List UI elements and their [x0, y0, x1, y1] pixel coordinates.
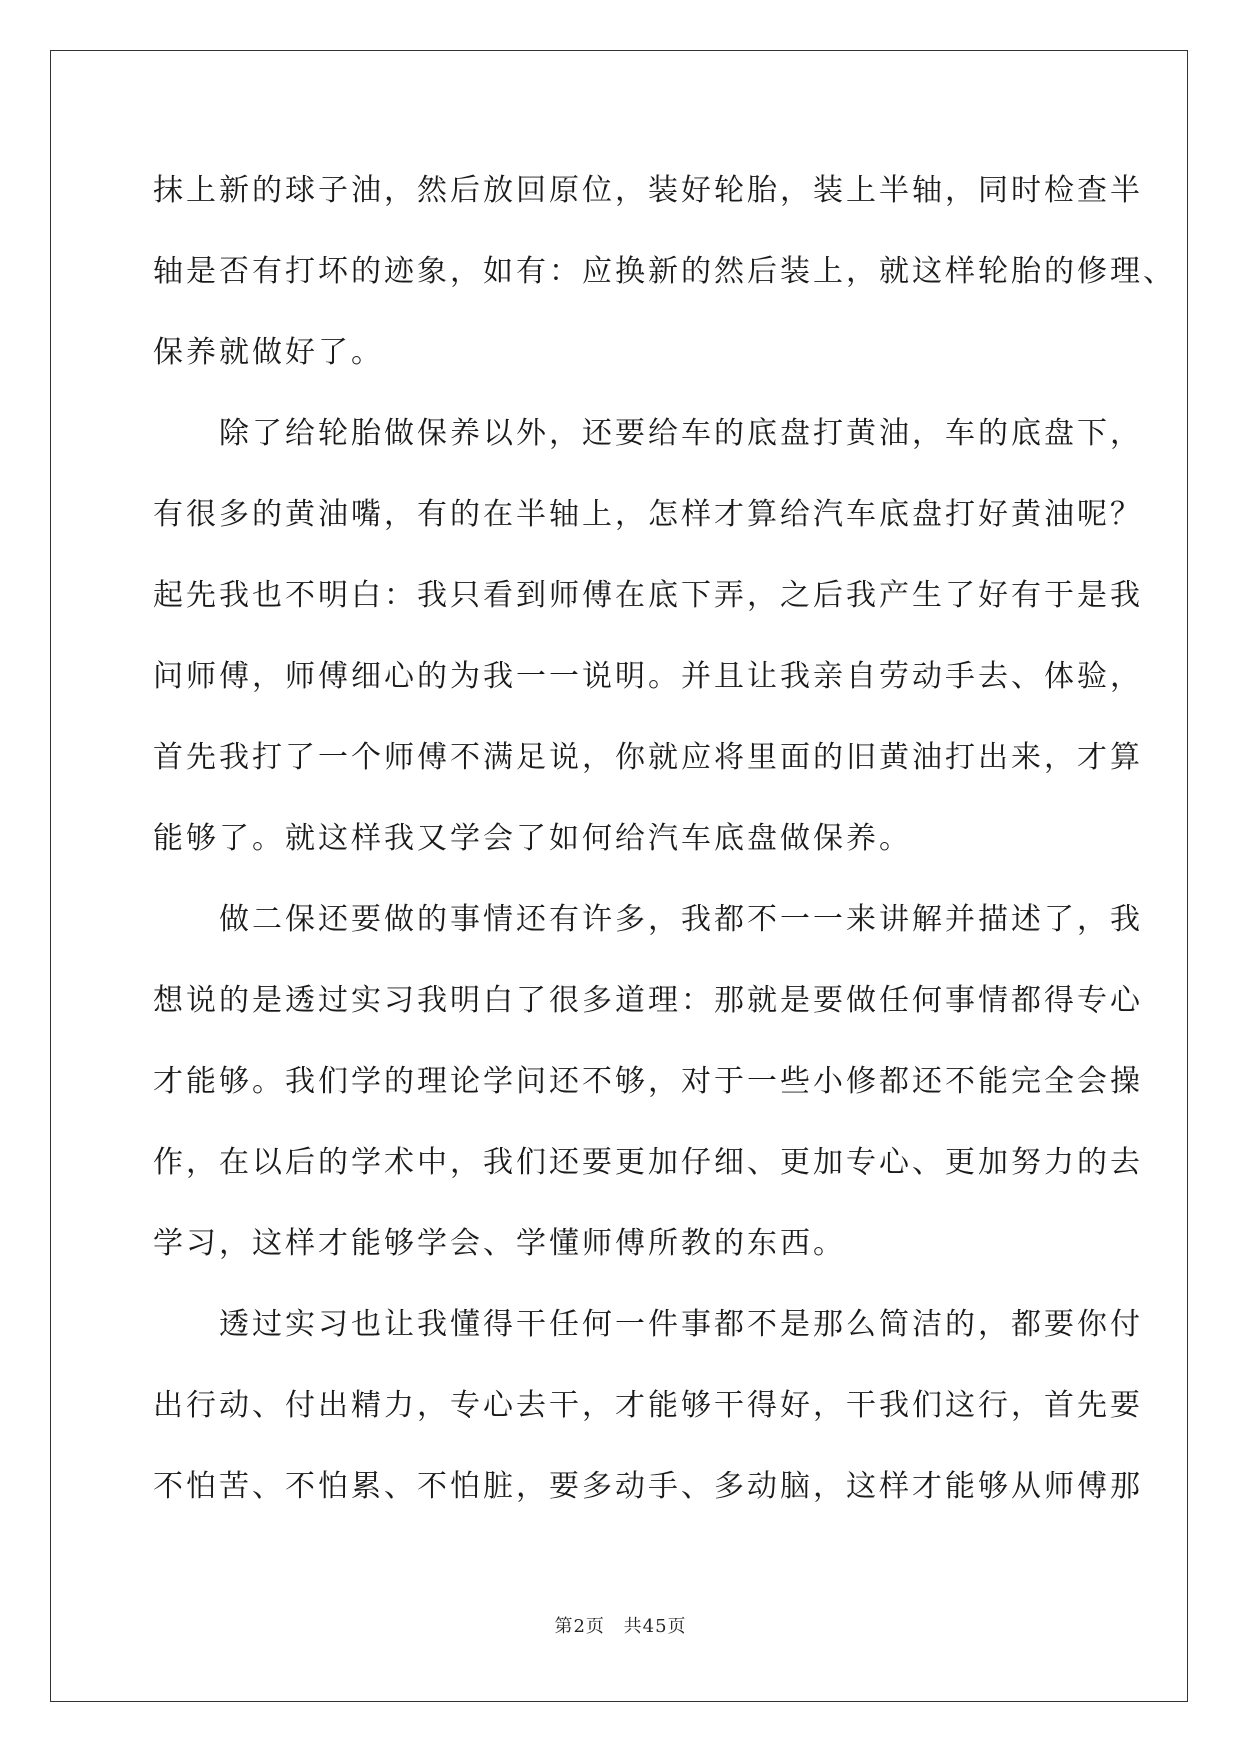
text-line: 问师傅，师傅细心的为我一一说明。并且让我亲自劳动手去、体验， — [153, 659, 1143, 694]
text-line: 做二保还要做的事情还有许多，我都不一一来讲解并描述了，我 — [153, 902, 1143, 937]
text-line: 想说的是透过实习我明白了很多道理：那就是要做任何事情都得专心 — [153, 983, 1143, 1018]
text-line: 首先我打了一个师傅不满足说，你就应将里面的旧黄油打出来，才算 — [153, 740, 1143, 775]
text-line: 出行动、付出精力，专心去干，才能够干得好，干我们这行，首先要 — [153, 1388, 1143, 1423]
text-line: 作，在以后的学术中，我们还要更加仔细、更加专心、更加努力的去 — [153, 1145, 1143, 1180]
text-line: 能够了。就这样我又学会了如何给汽车底盘做保养。 — [153, 821, 912, 856]
page-footer — [0, 1612, 1241, 1638]
text-line: 保养就做好了。 — [153, 335, 384, 370]
page-total: 共45页 — [623, 1616, 687, 1637]
text-line: 才能够。我们学的理论学问还不够，对于一些小修都还不能完全会操 — [153, 1064, 1143, 1099]
text-line: 除了给轮胎做保养以外，还要给车的底盘打黄油，车的底盘下， — [153, 416, 1143, 451]
page-number: 第2页 — [554, 1616, 605, 1637]
text-line: 透过实习也让我懂得干任何一件事都不是那么简洁的，都要你付 — [153, 1307, 1143, 1342]
text-line: 起先我也不明白：我只看到师傅在底下弄，之后我产生了好有于是我 — [153, 578, 1143, 613]
document-body — [153, 150, 1176, 1527]
text-line: 有很多的黄油嘴，有的在半轴上，怎样才算给汽车底盘打好黄油呢？ — [153, 497, 1143, 532]
text-line: 抹上新的球子油，然后放回原位，装好轮胎，装上半轴，同时检查半 — [153, 173, 1143, 208]
text-line: 轴是否有打坏的迹象，如有：应换新的然后装上，就这样轮胎的修理、 — [153, 254, 1176, 289]
text-line: 学习，这样才能够学会、学懂师傅所教的东西。 — [153, 1226, 846, 1261]
text-line: 不怕苦、不怕累、不怕脏，要多动手、多动脑，这样才能够从师傅那 — [153, 1469, 1143, 1504]
